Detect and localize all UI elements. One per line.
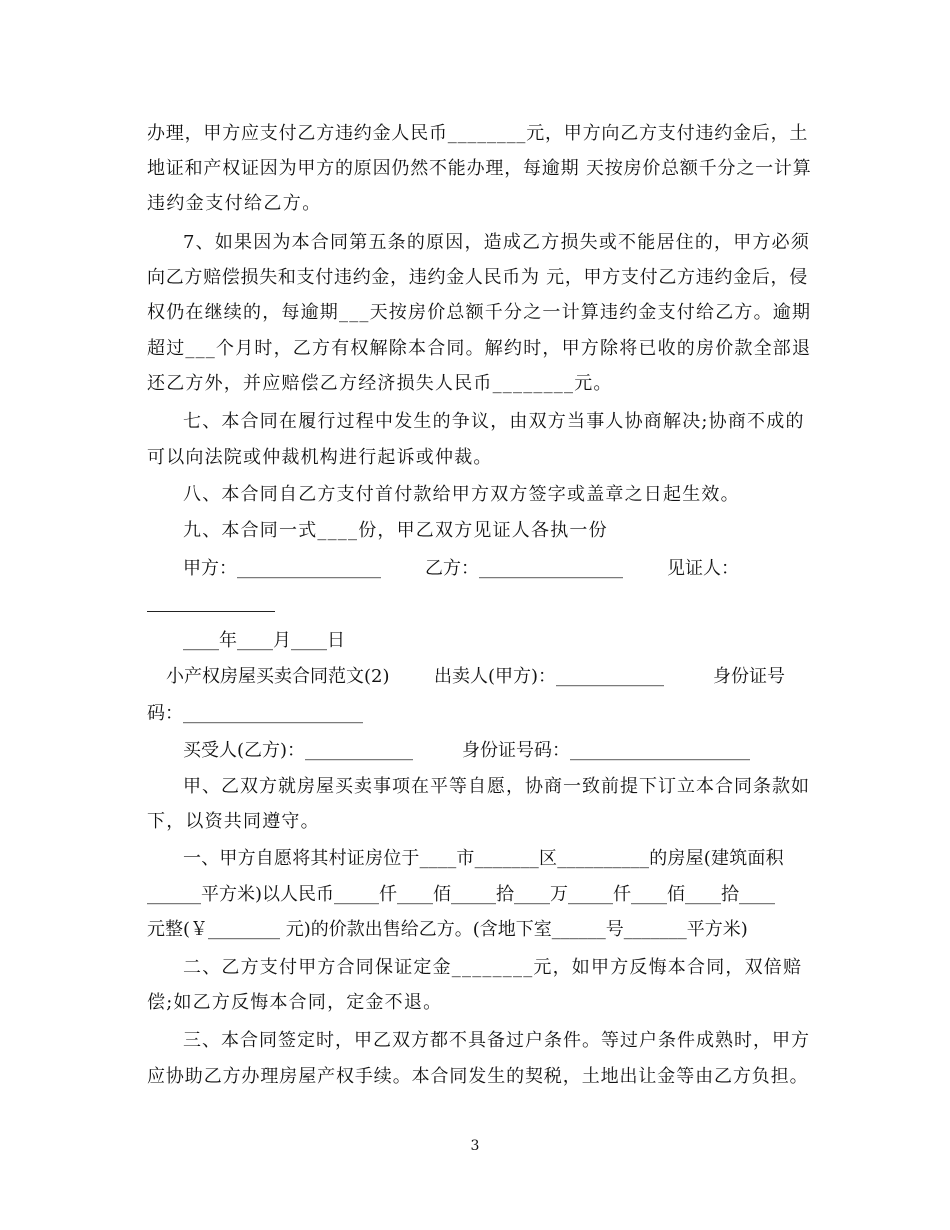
text-line: 权仍在继续的，每逾期___天按房价总额千分之一计算违约金支付给乙方。逾期 [147, 302, 812, 323]
text-line: ______平方米)以人民币_____仟____佰_____拾____万_____仟____佰____拾____ [147, 884, 776, 905]
witness-label: 见证人： [667, 558, 739, 579]
text-line: 7、如果因为本合同第五条的原因，造成乙方损失或不能居住的，甲方必须 [183, 232, 811, 253]
text-line: 下，以资共同遵守。 [147, 811, 320, 832]
text-line: 九、本合同一式____份，甲乙双方见证人各执一份 [183, 520, 608, 541]
text-line: 三、本合同签定时，甲乙双方都不具备过户条件。等过户条件成熟时，甲方 [183, 1030, 810, 1051]
text-line: 甲、乙双方就房屋买卖事项在平等自愿，协商一致前提下订立本合同条款如 [183, 776, 810, 797]
text-line: 偿;如乙方反悔本合同，定金不退。 [147, 992, 443, 1013]
text-line: 办理，甲方应支付乙方违约金人民币________元，甲方向乙方支付违约金后，土 [147, 123, 809, 144]
party-a-signature-line: 甲方：________________ [183, 558, 381, 579]
seller-field: 出卖人(甲方)：____________ [434, 666, 665, 687]
buyer-field: 买受人(乙方)：____________ [183, 740, 414, 761]
buyer-id-field: 身份证号码：____________________ [462, 740, 750, 761]
text-line: 二、乙方支付甲方合同保证定金________元，如甲方反悔本合同，双倍赔 [183, 957, 803, 978]
text-line: 向乙方赔偿损失和支付违约金，违约金人民币为 元，甲方支付乙方违约金后，侵 [147, 267, 808, 288]
text-line: 还乙方外，并应赔偿乙方经济损失人民币________元。 [147, 373, 613, 394]
seller-id-field: 码：____________________ [147, 703, 363, 724]
section-title: 小产权房屋买卖合同范文(2) [166, 666, 390, 687]
page-number: 3 [470, 1138, 480, 1154]
text-line: 超过___个月时，乙方有权解除本合同。解约时，甲方除将已收的房价款全部退 [147, 338, 812, 359]
party-b-signature-line: 乙方：________________ [425, 558, 623, 579]
witness-signature-rule [147, 611, 275, 612]
text-line: 应协助乙方办理房屋产权手续。本合同发生的契税，土地出让金等由乙方负担。 [147, 1066, 809, 1087]
text-line: 地证和产权证因为甲方的原因仍然不能办理，每逾期 天按房价总额千分之一计算 [147, 158, 812, 179]
text-line: 七、本合同在履行过程中发生的争议，由双方当事人协商解决;协商不成的 [183, 411, 805, 432]
text-line: 元整(￥________ 元)的价款出售给乙方。(含地下室______号_______平方米) [147, 919, 748, 940]
text-line: 可以向法院或仲裁机构进行起诉或仲裁。 [147, 447, 493, 468]
seller-id-label: 身份证号 [713, 666, 785, 687]
date-line: ____年____月____日 [183, 630, 345, 651]
text-line: 一、甲方自愿将其村证房位于____市_______区__________的房屋(建筑面积 [183, 848, 784, 869]
text-line: 八、本合同自乙方支付首付款给甲方双方签字或盖章之日起生效。 [183, 484, 740, 505]
text-line: 违约金支付给乙方。 [147, 193, 322, 214]
